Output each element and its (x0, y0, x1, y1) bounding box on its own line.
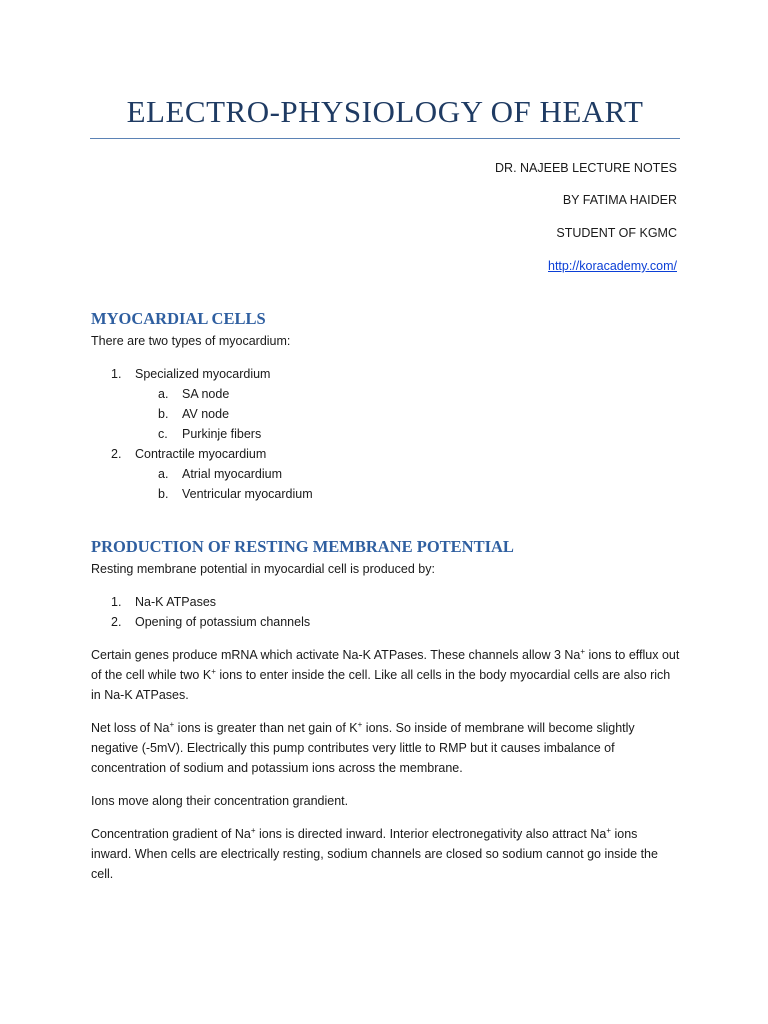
list-item: a. Atrial myocardium (158, 467, 283, 481)
meta-school: STUDENT OF KGMC (556, 226, 677, 240)
paragraph-concentration-gradient: Concentration gradient of Na+ ions is directed inward. Interior electronegativity also attract Na+ ions inward. When cells are electrically resting, sodium channels are closed so sodium cannot go inside the cell. (91, 825, 658, 881)
meta-author: BY FATIMA HAIDER (562, 193, 677, 207)
title-underline (90, 138, 680, 139)
list-item: 1. Na-K ATPases (111, 595, 217, 609)
document-title: ELECTRO-PHYSIOLOGY OF HEART (126, 94, 644, 129)
section-intro: There are two types of myocardium: (91, 334, 291, 348)
meta-lecture-notes: DR. NAJEEB LECTURE NOTES (495, 161, 677, 175)
section-heading-myocardial-cells: MYOCARDIAL CELLS (91, 309, 266, 328)
paragraph-net-loss: Net loss of Na+ ions is greater than net gain of K+ ions. So inside of membrane will become slightly negative (-5mV). Electrically this pump contributes very little to RMP but it causes imbalance of concentration of sodium and potassium ions across the membrane. (91, 719, 635, 775)
section-heading-resting-membrane-potential: PRODUCTION OF RESTING MEMBRANE POTENTIAL (91, 537, 514, 556)
list-item: 1. Specialized myocardium (111, 367, 271, 381)
list-item: b. AV node (158, 407, 230, 421)
paragraph-ions-move: Ions move along their concentration grandient. (91, 794, 349, 808)
list-item: 2. Contractile myocardium (111, 447, 267, 461)
paragraph-na-k-atpases: Certain genes produce mRNA which activate Na-K ATPases. These channels allow 3 Na+ ions to efflux out of the cell while two K+ ions to enter inside the cell. Like all cells in the body myocardial cells are also rich in Na-K ATPases. (91, 646, 680, 702)
list-item: 2. Opening of potassium channels (111, 615, 311, 629)
list-item: c. Purkinje fibers (158, 427, 262, 441)
section-intro: Resting membrane potential in myocardial cell is produced by: (91, 562, 435, 576)
meta-link-wrap (548, 258, 677, 274)
list-item: b. Ventricular myocardium (158, 487, 313, 501)
list-item: a. SA node (158, 387, 230, 401)
koracademy-link[interactable]: http://koracademy.com/ (548, 259, 677, 273)
